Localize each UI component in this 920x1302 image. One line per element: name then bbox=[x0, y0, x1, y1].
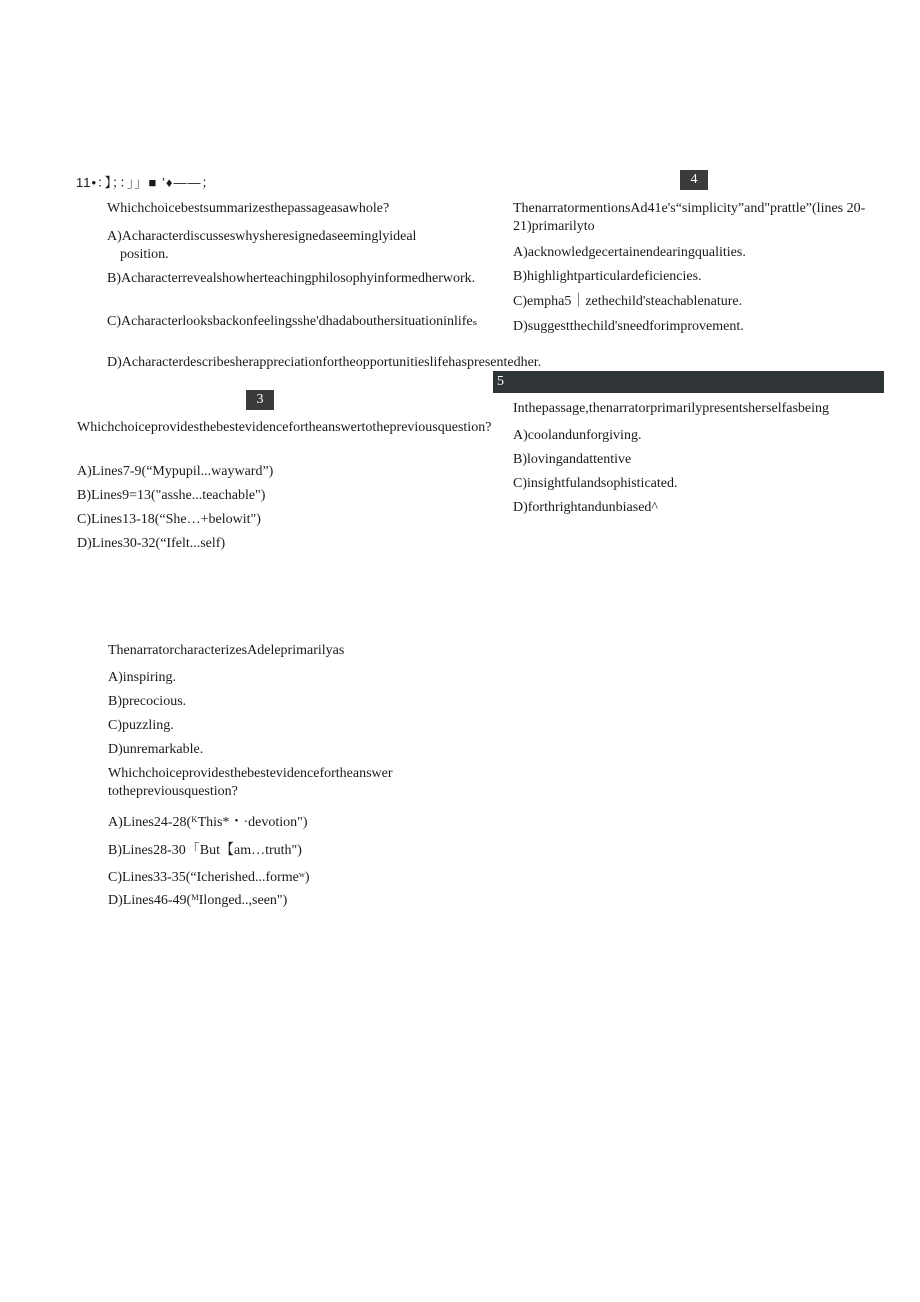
q2-option-b: B)Lines9=13("asshe...teachable") bbox=[77, 488, 266, 503]
q1-prompt: Whichchoicebestsummarizesthepassageasawhole? bbox=[107, 201, 390, 216]
q3-option-b: B)precocious. bbox=[108, 694, 187, 709]
q5-prompt: Inthepassage,thenarratorprimarilypresentsherselfasbeing bbox=[513, 401, 830, 416]
q2-option-c: C)Lines13-18(“She…+belowit") bbox=[77, 512, 261, 527]
q4-prompt: ThenarratormentionsAd41e's“simplicity”and"prattle”(lines 20-21)primarilyto bbox=[513, 201, 866, 234]
q5-option-c: C)insightfulandsophisticated. bbox=[513, 476, 678, 491]
q3b-option-a: A)Lines24-28(ᴷThis*・·devotion") bbox=[108, 815, 308, 830]
question-number-4: 4 bbox=[680, 170, 708, 190]
q5-option-a: A)coolandunforgiving. bbox=[513, 428, 642, 443]
q4-option-d: D)suggestthechild'sneedforimprovement. bbox=[513, 319, 744, 334]
question-number-5-bar: 5 bbox=[493, 371, 884, 393]
q4-option-c: C)empha5｜zethechild'steachablenature. bbox=[513, 294, 743, 309]
page-header-marks: 11•：】；：」」■ ’♦——； bbox=[76, 175, 216, 190]
q4-option-b: B)highlightparticulardeficiencies. bbox=[513, 269, 702, 284]
q4-option-a: A)acknowledgecertainendearingqualities. bbox=[513, 245, 746, 260]
q1-option-d: D)Acharacterdescribesherappreciationfortheopportunitieslifehaspresentedher. bbox=[107, 355, 542, 370]
q3-option-d: D)unremarkable. bbox=[108, 742, 204, 757]
q3b-option-c: C)Lines33-35(“Icherished...formeʷ) bbox=[108, 870, 310, 885]
q2-prompt: Whichchoiceprovidesthebestevidencefortheanswertothepreviousquestion? bbox=[77, 420, 492, 435]
q3-option-c: C)puzzling. bbox=[108, 718, 174, 733]
q5-option-d: D)forthrightandunbiased^ bbox=[513, 500, 658, 515]
q3-prompt: ThenarratorcharacterizesAdeleprimarilyas bbox=[108, 643, 345, 658]
q3b-option-d: D)Lines46-49(ᴹIlonged..,seen") bbox=[108, 893, 288, 908]
q3-option-a: A)inspiring. bbox=[108, 670, 177, 685]
question-number-3: 3 bbox=[246, 390, 274, 410]
q2-option-a: A)Lines7-9(“Mypupil...wayward”) bbox=[77, 464, 274, 479]
q3b-prompt: Whichchoiceprovidesthebestevidencefortheanswer tothepreviousquestion? bbox=[108, 766, 393, 799]
q3b-option-b: B)Lines28-30「But【am…truth") bbox=[108, 843, 302, 858]
q1-option-b: B)Acharacterrevealshowherteachingphilosophyinformedherwork. bbox=[107, 271, 476, 286]
q2-option-d: D)Lines30-32(“Ifelt...self) bbox=[77, 536, 226, 551]
q1-option-c: C)Acharacterlooksbackonfeelingsshe'dhadabouthersituationinlifeₛ bbox=[107, 314, 478, 329]
q5-option-b: B)lovingandattentive bbox=[513, 452, 632, 467]
q1-option-a: A)Acharacterdiscusseswhysheresignedaseeminglyideal position. bbox=[107, 229, 417, 262]
